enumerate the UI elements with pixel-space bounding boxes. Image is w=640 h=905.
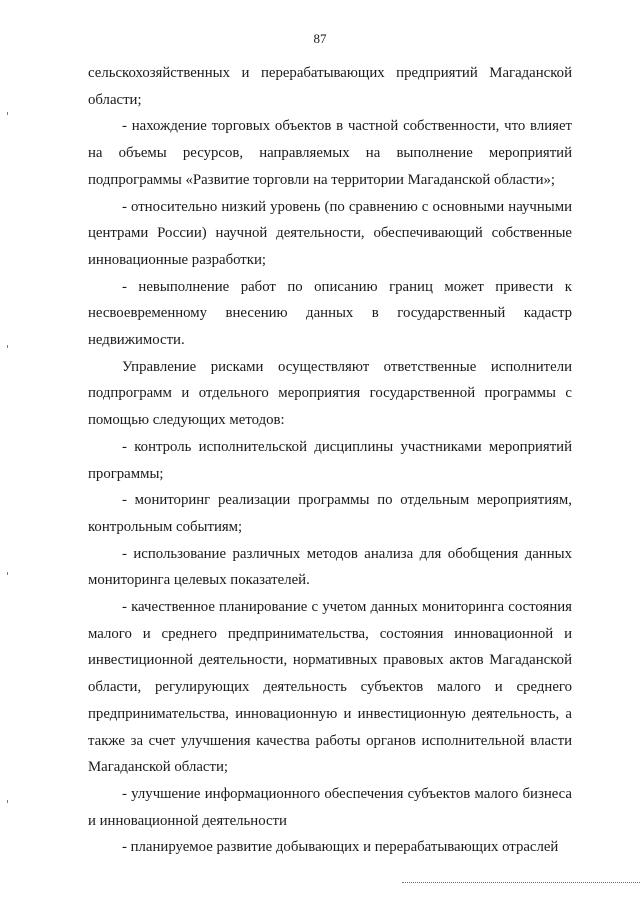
scan-bottom-rule xyxy=(402,882,640,883)
scan-margin-mark xyxy=(7,572,8,575)
paragraph-risk-cadastre: - невыполнение работ по описанию границ может привести к несвоевременному внесению данных в государственный кадастр недвижимости. xyxy=(88,278,572,349)
scan-margin-mark xyxy=(7,800,8,803)
paragraph-risk-trade-objects: - нахождение торговых объектов в частной собственности, что влияет на объемы ресурсов, направляемых на выполнение мероприятий подпрограммы «Развитие торговли на территории Магаданской области»; xyxy=(88,118,572,188)
paragraph-risk-science-level: - относительно низкий уровень (по сравнению с основными научными центрами России) научной деятельности, обеспечивающий собственные инновационные разработки; xyxy=(88,198,572,268)
paragraph-method-development: - планируемое развитие добывающих и перерабатывающих отраслей xyxy=(122,839,559,856)
paragraph-method-analysis: - использование различных методов анализа для обобщения данных мониторинга целевых показателей. xyxy=(88,545,572,589)
scan-margin-mark xyxy=(7,345,8,348)
paragraph-method-planning: - качественное планирование с учетом данных мониторинга состояния малого и среднего предпринимательства, состояния инновационной и инвестиционной деятельности, нормативных правовых актов Магаданской области, регулирующих деятельность субъектов малого и среднего предпринимательства, инновационную и инвестиционную деятельность, а также за счет улучшения качества работы органов исполнительной власти Магаданской области; xyxy=(88,599,572,776)
paragraph-method-monitoring: - мониторинг реализации программы по отдельным мероприятиям, контрольным событиям; xyxy=(88,492,572,535)
document-body xyxy=(88,60,572,861)
paragraph-risk-management: Управление рисками осуществляют ответственные исполнители подпрограмм и отдельного мероприятия государственной программы с помощью следующих методов: xyxy=(88,358,572,429)
paragraph-method-information: - улучшение информационного обеспечения субъектов малого бизнеса и инновационной деятельности xyxy=(88,785,572,829)
paragraph-method-discipline: - контроль исполнительской дисциплины участниками мероприятий программы; xyxy=(88,438,572,482)
scan-margin-mark xyxy=(7,112,8,115)
page-number: 87 xyxy=(313,31,327,46)
paragraph-continuation: сельскохозяйственных и перерабатывающих предприятий Магаданской области; xyxy=(88,65,572,108)
